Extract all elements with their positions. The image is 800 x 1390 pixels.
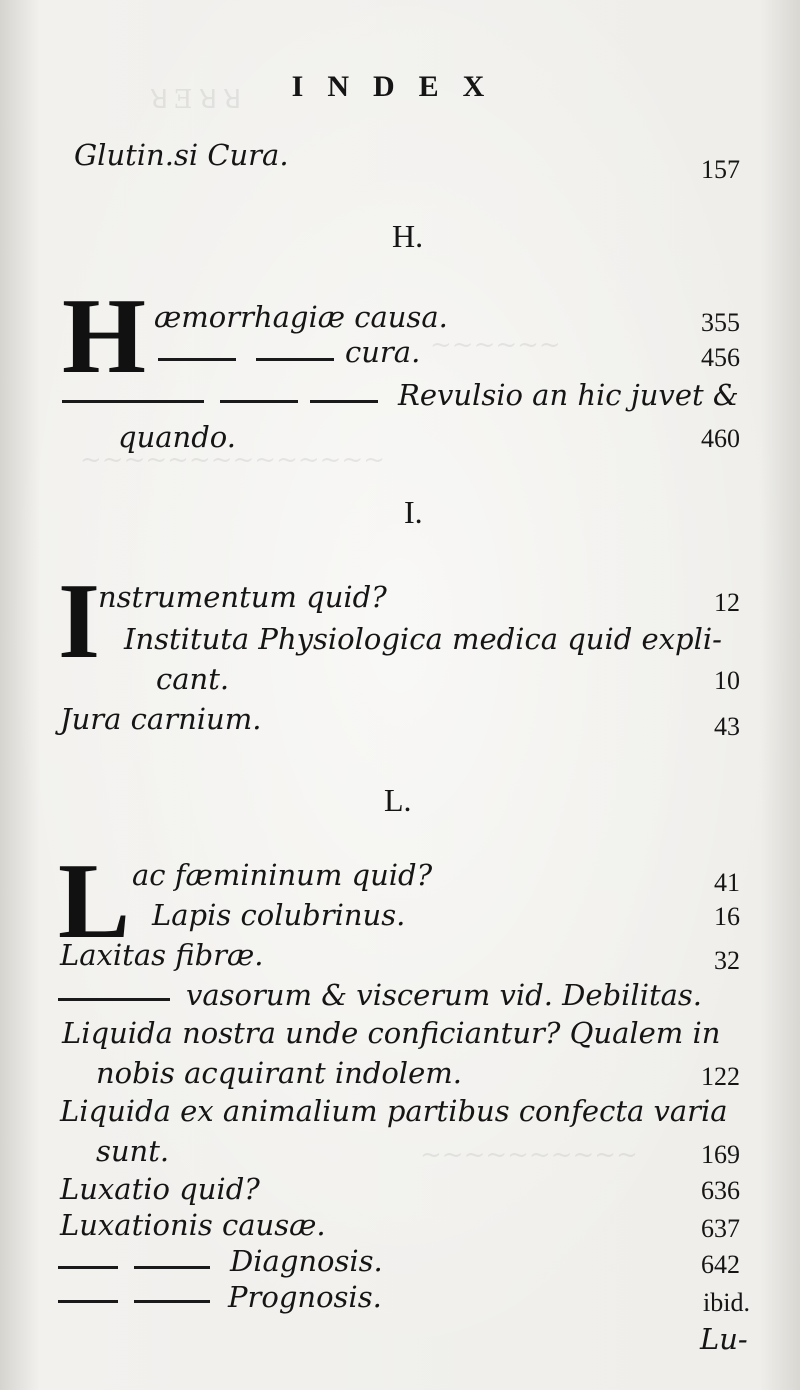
page-number: 43	[714, 712, 740, 741]
entry-prognosis: Prognosis.	[228, 1280, 382, 1314]
page-number: 122	[701, 1062, 740, 1091]
entry-diagnosis: Diagnosis.	[230, 1244, 383, 1278]
entry-lapis: Lapis colubrinus.	[152, 898, 406, 932]
ditto-rule	[58, 1300, 118, 1303]
bleed-through-decoration: ~~~~~~~~~~	[420, 1140, 638, 1170]
page-number: 642	[701, 1250, 740, 1279]
drop-cap-h: H	[62, 277, 147, 396]
catchword: Lu-	[700, 1322, 748, 1356]
ditto-rule	[158, 358, 236, 361]
entry-liquida-nostra-cont: nobis acquirant indolem.	[96, 1056, 462, 1090]
entry-instituta: Instituta Physiologica medica quid expli-	[124, 622, 722, 656]
entry-laxitas: Laxitas fibræ.	[60, 938, 264, 972]
page-number: 456	[701, 343, 740, 372]
drop-cap-i: I	[58, 562, 101, 681]
entry-luxatio: Luxatio quid?	[60, 1172, 260, 1206]
ditto-rule	[310, 400, 378, 403]
ditto-rule	[220, 400, 298, 403]
page-number: 157	[701, 155, 740, 184]
page-header: INDEX	[291, 70, 509, 103]
entry-instituta-cont: cant.	[156, 662, 230, 696]
ditto-rule	[256, 358, 334, 361]
bleed-through-decoration: ~~~~~~	[430, 330, 561, 360]
entry-luxationis: Luxationis causæ.	[60, 1208, 326, 1242]
entry-instrumentum: nstrumentum quid?	[98, 580, 387, 614]
page-number: 355	[701, 308, 740, 337]
ditto-rule	[134, 1266, 210, 1269]
entry-jura: Jura carnium.	[60, 702, 262, 736]
entry-haemorrhagiae-cura: cura.	[345, 335, 421, 369]
section-heading-h: H.	[392, 218, 424, 254]
page-number: 636	[701, 1176, 740, 1205]
page-number: 16	[714, 902, 740, 931]
entry-glutinis: Glutin.si Cura.	[74, 138, 289, 172]
entry-liquida-ex-cont: sunt.	[96, 1134, 170, 1168]
page-number: ibid.	[703, 1288, 750, 1317]
bleed-through-decoration: ~~~~~~~~~~~~~~	[80, 445, 385, 475]
page-number: 41	[714, 868, 740, 897]
section-heading-l: L.	[384, 782, 412, 818]
ditto-rule	[58, 998, 170, 1001]
entry-liquida-ex: Liquida ex animalium partibus confecta varia	[60, 1094, 728, 1128]
page-number: 460	[701, 424, 740, 453]
page-number: 32	[714, 946, 740, 975]
ditto-rule	[62, 400, 204, 403]
ditto-rule	[58, 1266, 118, 1269]
bleed-through-decoration: ꓤƎꓤꓤ	[150, 85, 248, 115]
ditto-rule	[134, 1300, 210, 1303]
page-number: 169	[701, 1140, 740, 1169]
entry-liquida-nostra: Liquida nostra unde conficiantur? Qualem in	[62, 1016, 721, 1050]
entry-haemorrhagiae: æmorrhagiæ causa.	[154, 300, 448, 334]
page-number: 12	[714, 588, 740, 617]
page-number: 637	[701, 1214, 740, 1243]
entry-revulsio: Revulsio an hic juvet &	[398, 378, 739, 412]
page-number: 10	[714, 666, 740, 695]
entry-revulsio-cont: quando.	[118, 420, 236, 454]
drop-cap-l: L	[58, 842, 131, 961]
section-heading-i: I.	[404, 494, 423, 530]
entry-vasorum: vasorum & viscerum vid. Debilitas.	[186, 978, 703, 1012]
entry-lac: ac fæmininum quid?	[132, 858, 433, 892]
